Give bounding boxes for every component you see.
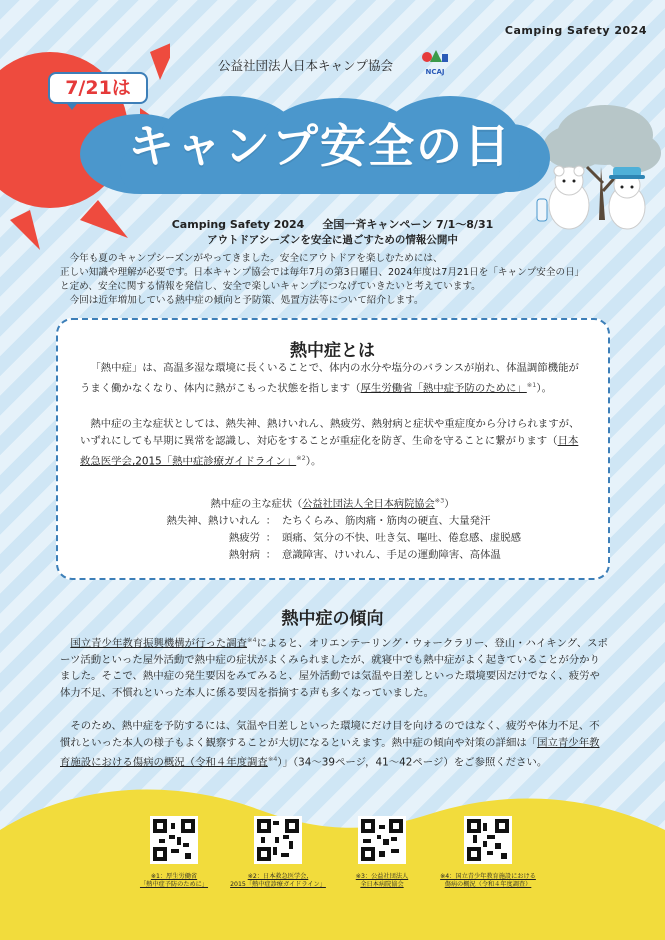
heatstroke-definition (80, 360, 584, 397)
trend-paragraph-2 (60, 718, 608, 771)
qr-code-icon[interactable] (464, 816, 512, 864)
symptom-colon: ： (265, 515, 277, 527)
definition-text: 「熱中症」は、高温多湿な環境に長くいることで、体内の水分や塩分のバランスが崩れ、体温調節機能がうまく働かなくなり、体内に熱がこもった状態を指します（ (80, 362, 579, 395)
intro-line: 今年も夏のキャンプシーズンがやってきました。安全にアウトドアを楽しむためには、 (69, 253, 443, 264)
qr-caption-line2: 2015「熱中症診療ガイドライン」 (230, 881, 326, 888)
symptoms-paragraph-end: ）。 (305, 455, 322, 468)
campaign-name: Camping Safety 2024 (171, 218, 305, 231)
jaam-guideline-link[interactable]: 日本救急医学会,2015「熱中症診療ガイドライン」 (80, 435, 579, 468)
trend-text-2-end: ）」（34〜39ページ，41〜42ページ）をご参照ください。 (277, 756, 548, 769)
qr-caption-line1: ※3：公益社団法人 (355, 873, 409, 880)
reference-qr-2[interactable] (218, 816, 338, 889)
qr-caption-line1: ※4：国立青少年教育施設における (440, 873, 536, 880)
reference-qr-3[interactable] (322, 816, 442, 889)
symptoms-heading-end: ） (444, 499, 455, 510)
trend-paragraph-1 (60, 632, 608, 701)
heatstroke-symptoms-text (80, 416, 584, 470)
qr-caption-line2: 全日本病院協会 (360, 881, 404, 888)
heatstroke-title: 熱中症とは (290, 341, 375, 361)
intro-line: と定め、安全に関する情報を発信し、安全で楽しいキャンプにつなげていきたいと考えています。 (60, 281, 481, 292)
campaign-period: 全国一斉キャンペーン 7/1〜8/31 (322, 218, 494, 231)
ncaj-logo (420, 48, 450, 76)
mhlw-link[interactable]: 厚生労働省「熱中症予防のために」 (360, 382, 527, 395)
intro-line: 今回は近年増加している熱中症の傾向と予防策、処置方法等について紹介します。 (69, 295, 424, 306)
page-title: キャンプ安全の日 (128, 119, 512, 173)
ncaj-logo-icon (420, 48, 450, 66)
symptoms-heading (0, 495, 665, 510)
qr-code-icon[interactable] (358, 816, 406, 864)
logo-text: NCAJ (425, 68, 445, 76)
subtitle: アウトドアシーズンを安全に過ごすための情報公開中 (207, 234, 458, 246)
symptom-desc: 頭痛、気分の不快、吐き気、嘔吐、倦怠感、虚脱感 (282, 532, 521, 544)
ajha-link[interactable]: 公益社団法人全日本病院協会 (302, 499, 435, 510)
definition-end: ）。 (536, 382, 552, 395)
qr-caption-line2: 「熱中症予防のために」 (139, 881, 209, 888)
intro-text (60, 252, 620, 308)
qr-caption-line1: ※1：厚生労働省 (150, 873, 198, 880)
ref-mark-2: ※2 (296, 454, 306, 462)
qr-caption (322, 873, 442, 889)
reference-qr-4[interactable] (428, 816, 548, 889)
ref-mark-4: ※4 (247, 636, 257, 644)
symptom-row (130, 513, 602, 530)
trend-text-1: によると、オリエンテーリング・ウォークラリー、登山・ハイキング、スポーツ活動といった屋外活動で熱中症の症状がよくみられましたが、就寝中でも熱中症がよく起きていることが分かりました。そこで、熱中症の発生要因をみてみると、屋外活動では気温や日差しといった環境要因だけでなく、疲労や体力不足、不慣れといった本人に係る要因を指摘する声も多くなっていました。 (60, 637, 608, 699)
qr-caption-line2: 傷病の概況（令和４年度調査） (444, 881, 532, 888)
qr-caption (218, 873, 338, 889)
symptoms-heading-text: 熱中症の主な症状（ (210, 499, 303, 510)
organization-name: 公益社団法人日本キャンプ協会 (218, 58, 394, 73)
symptom-desc: たちくらみ、筋肉痛・筋肉の硬直、大量発汗 (282, 515, 491, 527)
trend-text-2: そのため、熱中症を予防するには、気温や日差しといった環境にだけ目を向けるのではなく、疲労や体力不足、不慣れといった本人の様子もよく観察することが大切になるといえます。熱中症の傾向や対策の詳細は「 (60, 720, 600, 749)
symptom-colon: ： (265, 532, 277, 544)
date-pill: 7/21は (48, 72, 148, 104)
qr-caption (114, 873, 234, 889)
ref-mark-1: ※1 (526, 381, 537, 389)
ref-mark-3: ※3 (434, 496, 445, 505)
ref-mark-4b: ※4 (267, 755, 278, 763)
intro-line: 正しい知識や理解が必要です。日本キャンプ協会では毎年7月の第3日曜日、2024年度は7月21日を「キャンプ安全の日」 (60, 267, 585, 278)
symptom-colon: ： (265, 549, 277, 561)
qr-caption (428, 873, 548, 889)
symptom-row (130, 530, 602, 547)
header-tag: Camping Safety 2024 (504, 24, 647, 37)
niye-survey-link[interactable]: 国立青少年教育振興機構が行った調査 (70, 637, 248, 650)
injury-report-link[interactable]: 国立青少年教育施設における傷病の概況（令和４年度調査 (60, 736, 600, 769)
campaign-line (0, 216, 665, 232)
trend-title: 熱中症の傾向 (281, 609, 384, 629)
qr-code-icon[interactable] (254, 816, 302, 864)
qr-caption-line1: ※2：日本救急医学会, (247, 873, 309, 880)
symptoms-paragraph: 熱中症の主な症状としては、熱失神、熱けいれん、熱疲労、熱射病と症状や重症度から分けられますが、いずれにしても早期に異常を認識し、対応をすることが重症化を防ぎ、生命を守ることに繋がります（ (80, 418, 580, 447)
symptom-row (130, 547, 602, 564)
symptom-name: 熱失神、熱けいれん (166, 515, 260, 527)
symptom-desc: 意識障害、けいれん、手足の運動障害、高体温 (282, 549, 501, 561)
symptom-name: 熱射病 (228, 549, 260, 561)
symptom-name: 熱疲労 (228, 532, 260, 544)
reference-qr-1[interactable] (114, 816, 234, 889)
symptoms-table (130, 513, 602, 564)
qr-code-icon[interactable] (150, 816, 198, 864)
